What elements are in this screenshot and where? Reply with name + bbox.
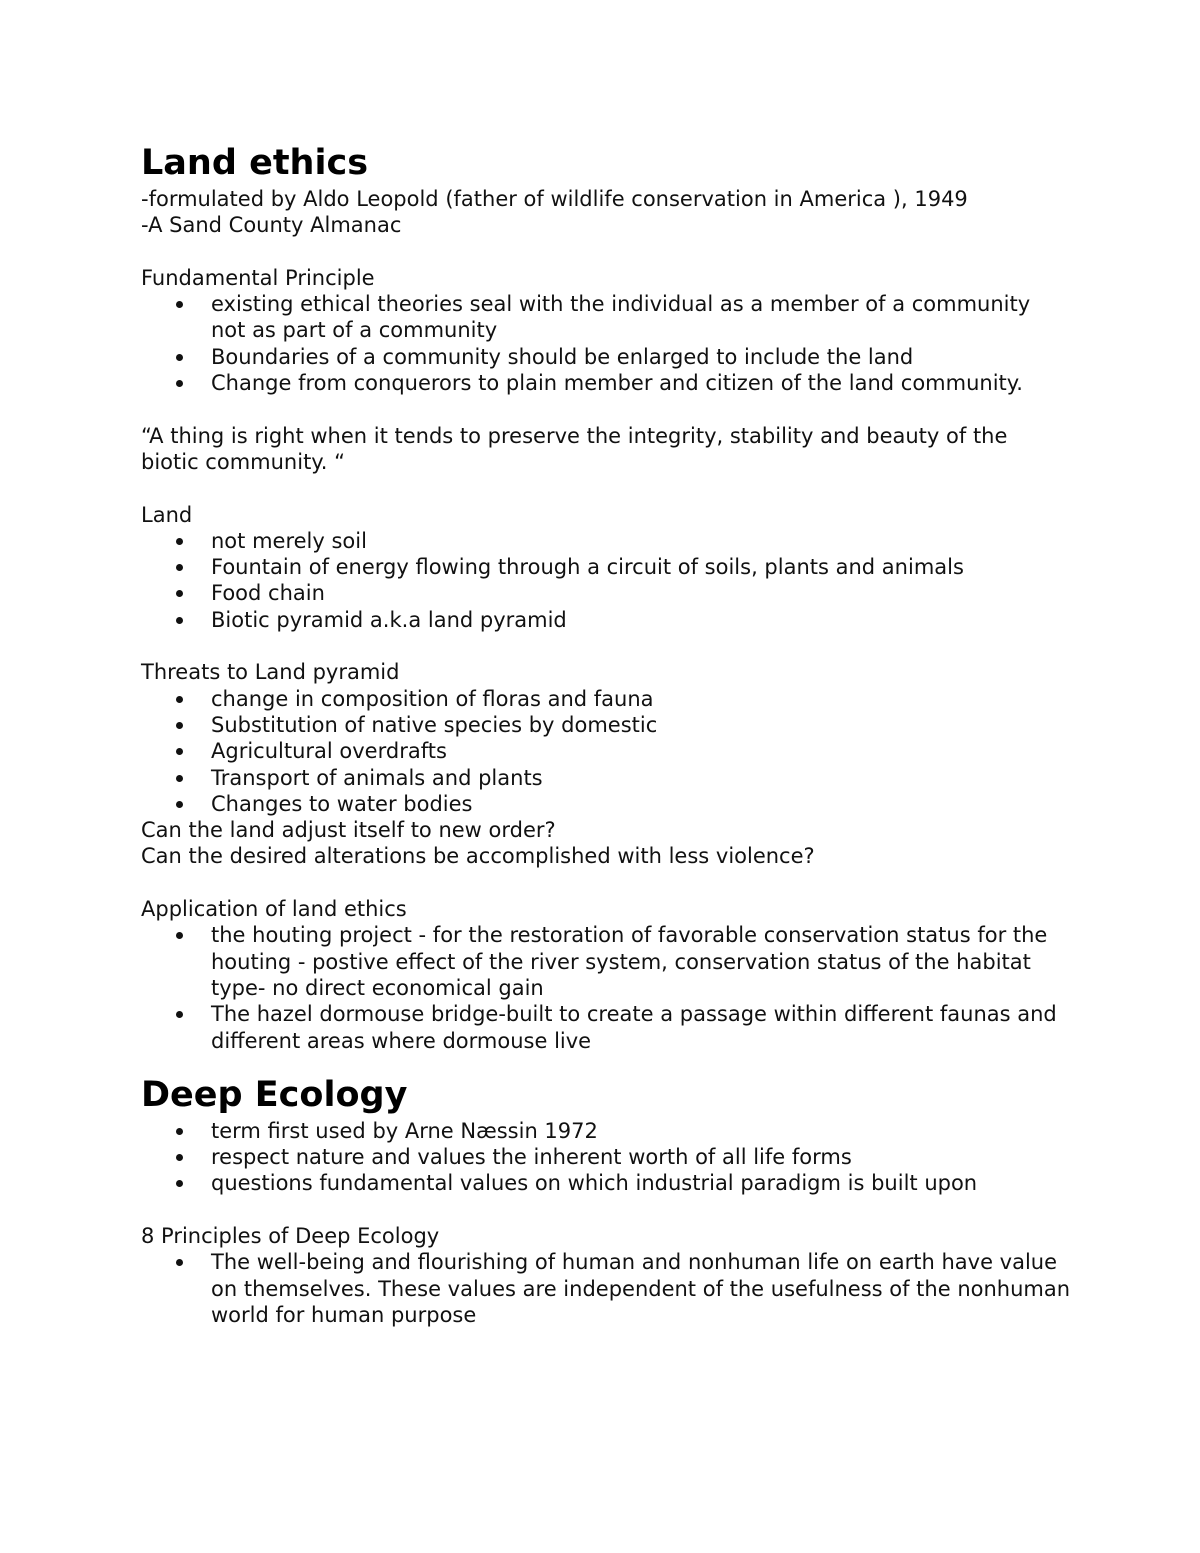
list-item: The hazel dormouse bridge-built to create a passage within different faunas and different areas where dormouse live	[141, 1001, 1071, 1054]
threats-list	[141, 686, 1071, 817]
bullet-icon	[176, 1154, 183, 1161]
bullet-icon	[176, 564, 183, 571]
principles-heading: 8 Principles of Deep Ecology	[141, 1223, 440, 1248]
list-item: Changes to water bodies	[141, 791, 1071, 817]
list-item: Agricultural overdrafts	[141, 738, 1071, 764]
list-item: not merely soil	[141, 528, 1071, 554]
deep-ecology-list	[141, 1118, 1071, 1197]
bullet-icon	[176, 380, 183, 387]
bullet-icon	[176, 932, 183, 939]
land-ethics-title: Land ethics	[141, 143, 369, 183]
list-item: term first used by Arne Næssin 1972	[141, 1118, 1071, 1144]
intro-line-1: -formulated by Aldo Leopold (father of wildlife conservation in America ), 1949	[141, 187, 968, 211]
bullet-icon	[176, 617, 183, 624]
bullet-icon	[176, 1011, 183, 1018]
list-item: change in composition of floras and fauna	[141, 686, 1071, 712]
list-item: Biotic pyramid a.k.a land pyramid	[141, 607, 1071, 633]
list-item: the houting project - for the restoration of favorable conservation status for the houting - postive effect of the river system, conservation status of the habitat type- no direct economical gain	[141, 922, 1071, 1001]
list-item: Food chain	[141, 580, 1071, 606]
principles-list	[141, 1249, 1071, 1328]
bullet-icon	[176, 590, 183, 597]
bullet-icon	[176, 1259, 183, 1266]
list-item: respect nature and values the inherent worth of all life forms	[141, 1144, 1071, 1170]
bullet-icon	[176, 1128, 183, 1135]
fundamental-principle-list	[141, 291, 1071, 396]
question-2: Can the desired alterations be accomplished with less violence?	[141, 844, 815, 869]
intro-line-2: -A Sand County Almanac	[141, 213, 402, 238]
bullet-icon	[176, 722, 183, 729]
bullet-icon	[176, 354, 183, 361]
list-item: existing ethical theories seal with the individual as a member of a community not as part of a community	[141, 291, 1071, 344]
list-item: Change from conquerors to plain member and citizen of the land community.	[141, 370, 1071, 396]
land-heading: Land	[141, 502, 193, 527]
question-1: Can the land adjust itself to new order?	[141, 818, 556, 843]
list-item: Transport of animals and plants	[141, 765, 1071, 791]
fundamental-principle-heading: Fundamental Principle	[141, 265, 375, 290]
list-item: The well-being and flourishing of human and nonhuman life on earth have value on themselves. These values are independent of the usefulness of the nonhuman world for human purpose	[141, 1249, 1071, 1328]
list-item: Boundaries of a community should be enlarged to include the land	[141, 344, 1071, 370]
application-list	[141, 922, 1071, 1053]
bullet-icon	[176, 696, 183, 703]
bullet-icon	[176, 538, 183, 545]
bullet-icon	[176, 801, 183, 808]
list-item: Substitution of native species by domestic	[141, 712, 1071, 738]
bullet-icon	[176, 1180, 183, 1187]
bullet-icon	[176, 775, 183, 782]
document-page	[141, 140, 1071, 1328]
list-item: Fountain of energy flowing through a circuit of soils, plants and animals	[141, 554, 1071, 580]
application-heading: Application of land ethics	[141, 897, 407, 922]
bullet-icon	[176, 748, 183, 755]
list-item: questions fundamental values on which industrial paradigm is built upon	[141, 1170, 1071, 1196]
deep-ecology-title: Deep Ecology	[141, 1074, 408, 1115]
threats-heading: Threats to Land pyramid	[141, 660, 400, 685]
leopold-quote: “A thing is right when it tends to preserve the integrity, stability and beauty of the biotic community. “	[141, 423, 1015, 474]
land-list	[141, 528, 1071, 633]
bullet-icon	[176, 301, 183, 308]
